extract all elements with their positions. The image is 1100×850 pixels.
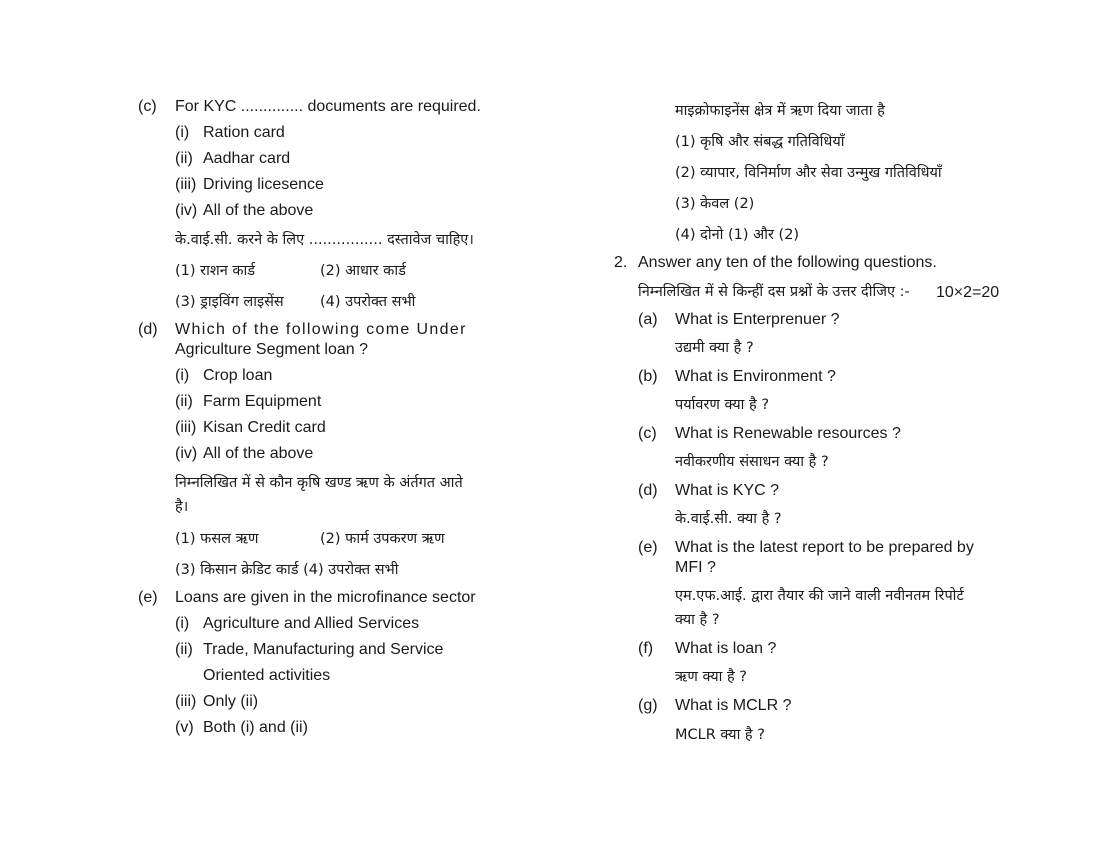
- question-text: What is MCLR ?: [675, 697, 792, 714]
- hindi-section-heading: निम्नलिखित में से किन्हीं दस प्रश्नों के उत्तर दीजिए :-: [638, 284, 910, 300]
- question-label: (g): [638, 697, 658, 714]
- hindi-question-text: उद्यमी क्या है ?: [675, 340, 754, 356]
- option-text: Both (i) and (ii): [203, 719, 308, 736]
- question-text: What is the latest report to be prepared by: [675, 539, 974, 556]
- hindi-question-text: नवीकरणीय संसाधन क्या है ?: [675, 454, 829, 470]
- question-text: Agriculture Segment loan ?: [175, 341, 368, 358]
- option-text: Agriculture and Allied Services: [203, 615, 420, 632]
- option-text: Kisan Credit card: [203, 419, 326, 436]
- section-heading: Answer any ten of the following questions.: [638, 254, 937, 271]
- question-label: (e): [138, 589, 158, 606]
- hindi-option: (3) ड्राइविंग लाइसेंस: [175, 294, 284, 310]
- option-number: (ii): [175, 393, 193, 410]
- hindi-question-text: निम्नलिखित में से कौन कृषि खण्ड ऋण के अंर्तगत आते: [175, 475, 463, 491]
- option-text: Aadhar card: [203, 150, 291, 167]
- hindi-option: (1) कृषि और संबद्ध गतिविधियाँ: [675, 134, 845, 150]
- option-text: Oriented activities: [203, 667, 331, 684]
- option-text: All of the above: [203, 202, 314, 219]
- question-text: What is Environment ?: [675, 368, 836, 385]
- question-label: (a): [638, 311, 658, 328]
- hindi-question-text: के.वाई.सी. क्या है ?: [675, 511, 782, 527]
- question-text: For KYC .............. documents are required.: [175, 98, 481, 115]
- question-text: What is loan ?: [675, 640, 777, 657]
- option-text: Trade, Manufacturing and Service: [203, 641, 444, 658]
- hindi-question-text: एम.एफ.आई. द्वारा तैयार की जाने वाली नवीनतम रिपोर्ट: [675, 588, 964, 604]
- hindi-question-text: MCLR क्या है ?: [675, 727, 765, 743]
- question-text: MFI ?: [675, 559, 716, 576]
- question-label: (c): [638, 425, 657, 442]
- hindi-option: (2) फार्म उपकरण ऋण: [320, 531, 445, 547]
- marks-label: 10×2=20: [936, 284, 1000, 301]
- hindi-question-text: माइक्रोफाइनेंस क्षेत्र में ऋण दिया जाता है: [675, 103, 885, 119]
- question-text: Which of the following come Under: [175, 321, 467, 338]
- question-text: What is Renewable resources ?: [675, 425, 901, 442]
- hindi-option: (3) किसान क्रेडिट कार्ड (4) उपरोक्त सभी: [175, 562, 399, 578]
- option-number: (ii): [175, 641, 193, 658]
- option-number: (iii): [175, 176, 197, 193]
- hindi-question-text: ऋण क्या है ?: [675, 669, 747, 685]
- question-number: 2.: [614, 254, 628, 271]
- option-number: (iii): [175, 693, 197, 710]
- question-text: What is KYC ?: [675, 482, 780, 499]
- question-label: (d): [138, 321, 158, 338]
- option-number: (i): [175, 124, 190, 141]
- option-number: (v): [175, 719, 194, 736]
- option-number: (iv): [175, 202, 198, 219]
- question-label: (d): [638, 482, 658, 499]
- hindi-option: (1) राशन कार्ड: [175, 263, 255, 279]
- hindi-option: (1) फसल ऋण: [175, 531, 259, 547]
- question-text: Loans are given in the microfinance sector: [175, 589, 476, 606]
- hindi-option: (2) व्यापार, विनिर्माण और सेवा उन्मुख गतिविधियाँ: [675, 165, 942, 181]
- hindi-option: (4) दोनो (1) और (2): [675, 227, 800, 243]
- option-text: Driving licesence: [203, 176, 324, 193]
- hindi-question-text: के.वाई.सी. करने के लिए ................ दस्तावेज चाहिए।: [175, 232, 474, 248]
- question-label: (e): [638, 539, 658, 556]
- option-number: (iii): [175, 419, 197, 436]
- option-text: Only (ii): [203, 693, 259, 710]
- option-number: (i): [175, 367, 190, 384]
- hindi-question-text: क्या है ?: [675, 612, 720, 628]
- option-text: All of the above: [203, 445, 314, 462]
- question-label: (f): [638, 640, 654, 657]
- hindi-option: (3) केवल (2): [675, 196, 755, 212]
- hindi-question-text: है।: [175, 499, 189, 515]
- option-number: (iv): [175, 445, 198, 462]
- question-label: (c): [138, 98, 157, 115]
- option-number: (ii): [175, 150, 193, 167]
- hindi-option: (2) आधार कार्ड: [320, 263, 406, 279]
- hindi-question-text: पर्यावरण क्या है ?: [675, 397, 770, 413]
- option-text: Crop loan: [203, 367, 273, 384]
- option-number: (i): [175, 615, 190, 632]
- question-text: What is Enterprenuer ?: [675, 311, 840, 328]
- hindi-option: (4) उपरोक्त सभी: [320, 294, 416, 310]
- option-text: Farm Equipment: [203, 393, 322, 410]
- option-text: Ration card: [203, 124, 285, 141]
- question-label: (b): [638, 368, 658, 385]
